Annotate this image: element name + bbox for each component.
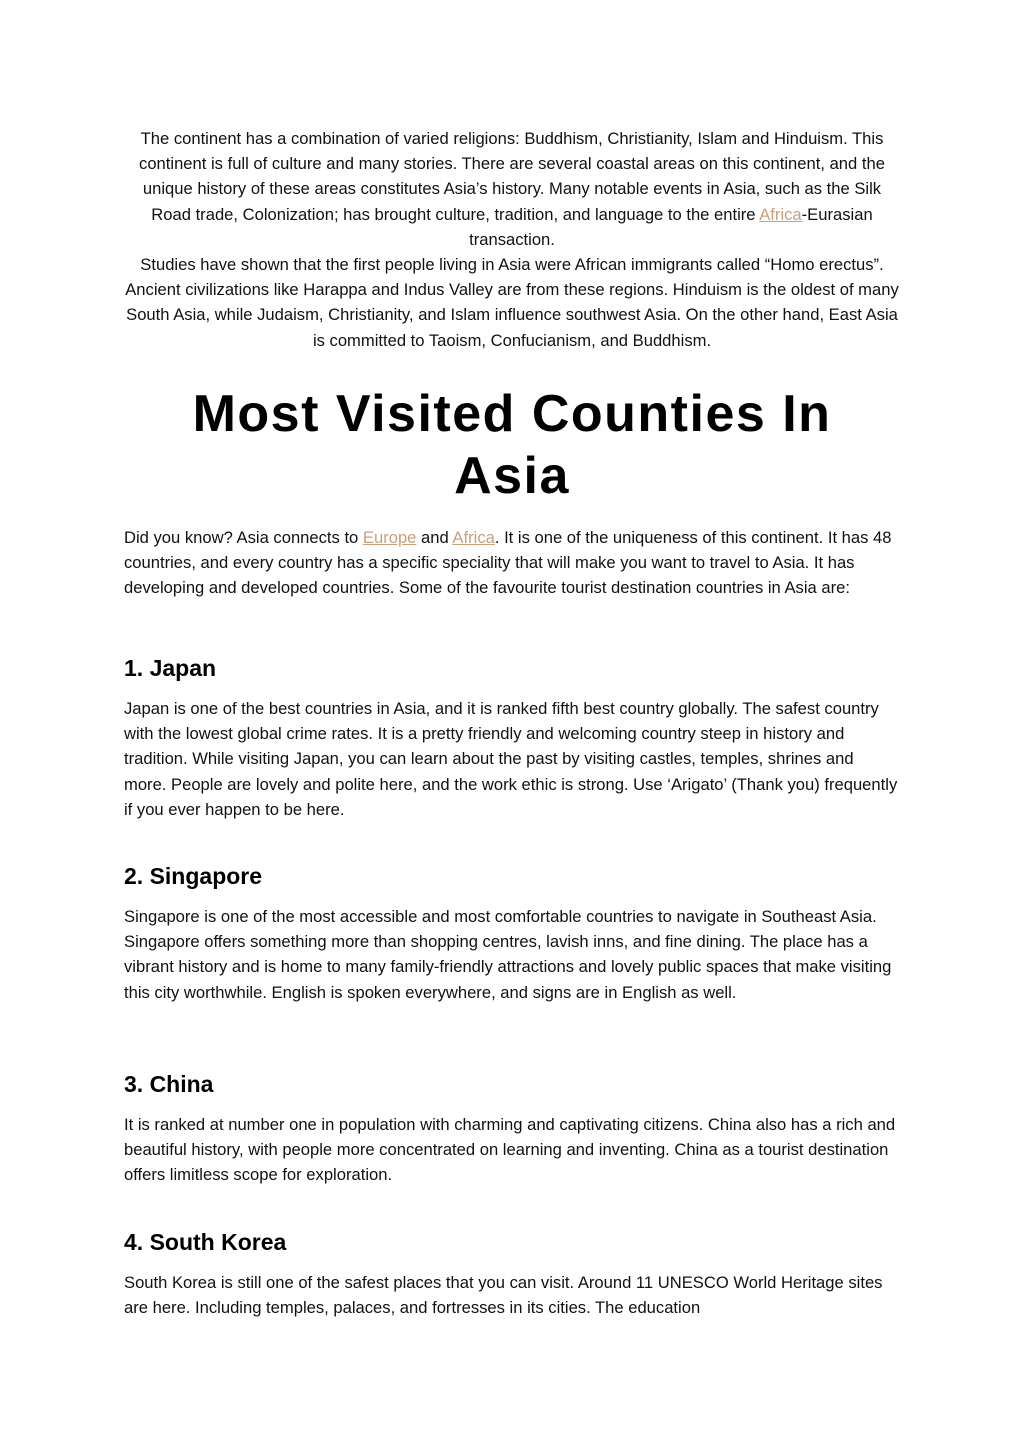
africa-link[interactable]: Africa: [759, 204, 802, 224]
africa-link-2[interactable]: Africa: [452, 527, 495, 547]
intro-text-end: -Eurasian transaction.: [469, 204, 873, 249]
intro-text: The continent has a combination of varied religions: Buddhism, Christianity, Islam and Hinduism. This continent is full of culture and many stories. There are several coastal areas on this continent, and the unique history of these areas constitutes Asia’s history. Many notable events in Asia, such as the Silk Road trade, Colonization; has brought culture, tradition, and language to the entire: [139, 129, 885, 224]
lead-paragraph: [124, 525, 900, 601]
section-heading: 3. China: [124, 1071, 214, 1097]
document-page: [124, 126, 900, 600]
lead-text: Did you know? Asia connects to: [124, 527, 363, 547]
section-text: It is ranked at number one in population with charming and captivating citizens. China also has a rich and beautiful history, with people more concentrated on learning and inventing. China as a tourist destination offers limitless scope for exploration.: [124, 1115, 896, 1185]
section-text: Japan is one of the best countries in Asia, and it is ranked fifth best country globally. The safest country with the lowest global crime rates. It is a pretty friendly and welcoming country steep in history and tradition. While visiting Japan, you can learn about the past by visiting castles, temples, shrines and more. People are lovely and polite here, and the work ethic is strong. Use ‘Arigato’ (Thank you) frequently if you ever happen to be here.: [124, 699, 898, 819]
title-line-1: Most Visited Counties In: [192, 384, 832, 443]
section-japan: [124, 654, 900, 822]
section-china: [124, 1070, 900, 1188]
section-text: South Korea is still one of the safest places that you can visit. Around 11 UNESCO World Heritage sites are here. Including temples, palaces, and fortresses in its cities. The education: [124, 1273, 883, 1318]
intro-paragraph-2: Studies have shown that the first people living in Asia were African immigrants called “Homo erectus”. Ancient civilizations like Harappa and Indus Valley are from these regions. Hinduism is the oldest of many South Asia, while Judaism, Christianity, and Islam influence southwest Asia. On the other hand, East Asia is committed to Taoism, Confucianism, and Buddhism.: [125, 255, 899, 350]
lead-text-end: . It is one of the uniqueness of this continent. It has 48 countries, and every country has a specific speciality that will make you want to travel to Asia. It has developing and developed countries. Some of the favourite tourist destination countries in Asia are:: [124, 527, 892, 598]
title-line-2: Asia: [454, 446, 570, 505]
intro-block: [124, 126, 900, 353]
intro-paragraph-1: [124, 126, 900, 252]
section-heading: 1. Japan: [124, 655, 217, 681]
section-text: Singapore is one of the most accessible and most comfortable countries to navigate in Southeast Asia. Singapore offers something more than shopping centres, lavish inns, and fine dining. The place has a vibrant history and is home to many family-friendly attractions and lovely public spaces that make visiting this city worthwhile. English is spoken everywhere, and signs are in English as well.: [124, 907, 892, 1002]
page-title: [124, 383, 900, 507]
section-heading: 4. South Korea: [124, 1229, 287, 1255]
section-singapore: [124, 862, 900, 1005]
section-south-korea: [124, 1228, 900, 1320]
lead-text-mid: and: [416, 527, 453, 547]
section-heading: 2. Singapore: [124, 863, 263, 889]
europe-link[interactable]: Europe: [362, 527, 417, 547]
